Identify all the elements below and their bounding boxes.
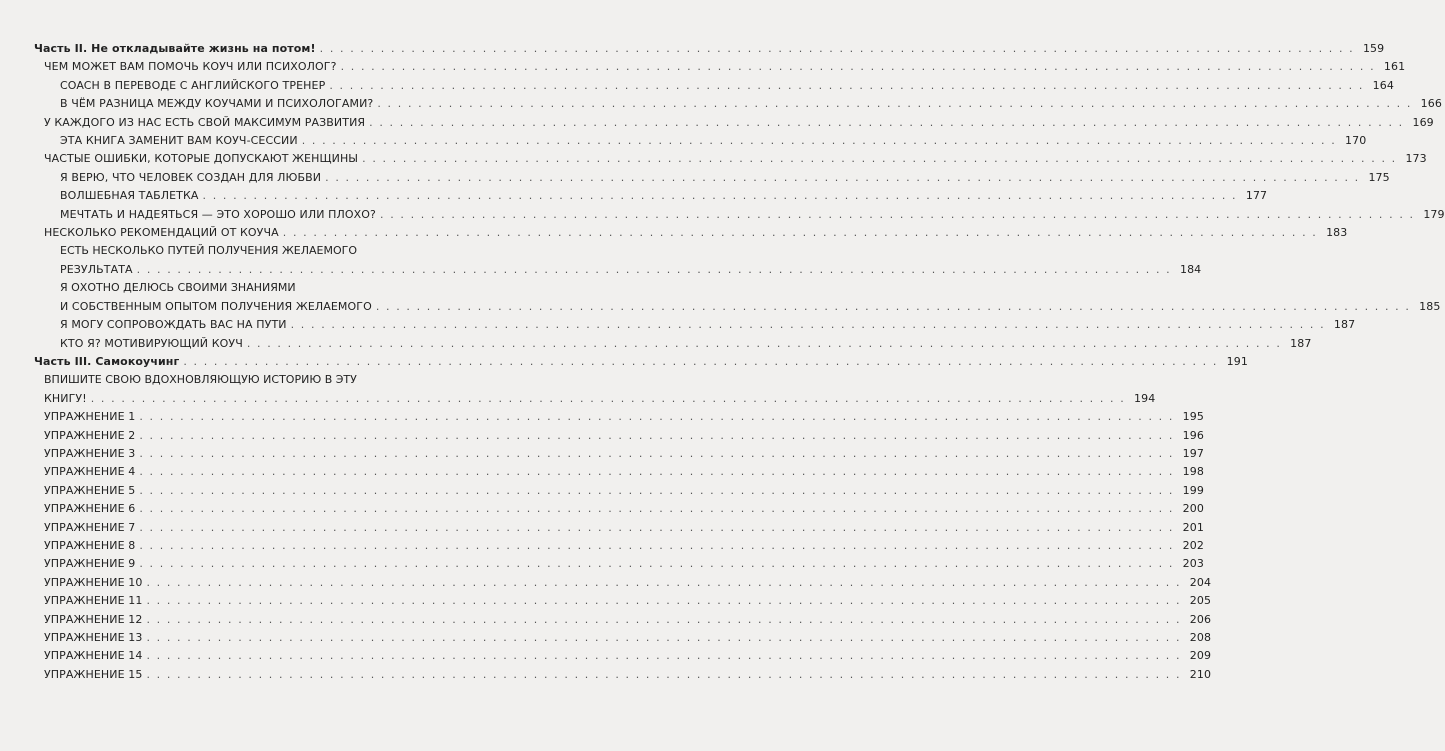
toc-entry[interactable] xyxy=(34,390,1156,408)
toc-entry-title: КТО Я? МОТИВИРУЮЩИЙ КОУЧ xyxy=(60,336,243,350)
toc-dot-leader xyxy=(203,187,1238,205)
toc-page-number: 201 xyxy=(1182,520,1204,534)
toc-entry-title: КНИГУ! xyxy=(44,391,87,405)
toc-part-heading[interactable] xyxy=(34,353,1248,371)
toc-entry[interactable] xyxy=(34,445,1204,463)
toc-entry-title: У КАЖДОГО ИЗ НАС ЕСТЬ СВОЙ МАКСИМУМ РАЗВИТИЯ xyxy=(44,115,366,129)
toc-entry-title: ВОЛШЕБНАЯ ТАБЛЕТКА xyxy=(60,189,199,203)
toc-entry[interactable] xyxy=(34,298,1441,316)
toc-dot-leader xyxy=(137,261,1172,279)
toc-entry-title: НЕСКОЛЬКО РЕКОМЕНДАЦИЙ ОТ КОУЧА xyxy=(44,226,279,240)
toc-entry[interactable] xyxy=(34,427,1204,445)
toc-dot-leader xyxy=(146,647,1181,665)
toc-part-heading[interactable] xyxy=(34,40,1385,58)
toc-page-number: 194 xyxy=(1134,391,1156,405)
toc-dot-leader xyxy=(139,500,1174,518)
toc-entry-title: В ЧЁМ РАЗНИЦА МЕЖДУ КОУЧАМИ И ПСИХОЛОГАМИ? xyxy=(60,97,374,111)
toc-dot-leader xyxy=(362,150,1397,168)
toc-dot-leader xyxy=(329,77,1364,95)
toc-page-number: 206 xyxy=(1189,612,1212,626)
toc-page-number: 166 xyxy=(1420,97,1442,111)
toc-page-number: 185 xyxy=(1419,299,1441,313)
toc-entry-title: УПРАЖНЕНИЕ 7 xyxy=(44,520,136,534)
toc-dot-leader xyxy=(139,463,1174,481)
toc-dot-leader xyxy=(146,574,1181,592)
toc-entry[interactable] xyxy=(34,666,1212,684)
toc-page-number: 187 xyxy=(1290,336,1312,350)
toc-entry-title: УПРАЖНЕНИЕ 4 xyxy=(44,465,136,479)
toc-entry[interactable] xyxy=(34,132,1367,150)
toc-page-number: 198 xyxy=(1182,465,1204,479)
toc-dot-leader xyxy=(283,224,1318,242)
toc-entry[interactable] xyxy=(34,500,1204,518)
toc-entry-title: УПРАЖНЕНИЕ 3 xyxy=(44,446,136,460)
toc-entry[interactable] xyxy=(34,482,1204,500)
toc-dot-leader xyxy=(302,132,1337,150)
toc-entry-title: Часть III. Самокоучинг xyxy=(34,354,180,368)
toc-page-number: 187 xyxy=(1333,318,1356,332)
toc-entry-title: УПРАЖНЕНИЕ 6 xyxy=(44,502,136,516)
toc-entry[interactable] xyxy=(34,629,1212,647)
toc-entry[interactable] xyxy=(34,150,1427,168)
toc-entry-title: УПРАЖНЕНИЕ 11 xyxy=(44,594,143,608)
toc-dot-leader xyxy=(146,611,1181,629)
toc-dot-leader xyxy=(139,427,1174,445)
toc-entry-title: УПРАЖНЕНИЕ 2 xyxy=(44,428,136,442)
toc-dot-leader xyxy=(146,629,1181,647)
toc-entry[interactable] xyxy=(34,261,1202,279)
toc-entry-title: УПРАЖНЕНИЕ 1 xyxy=(44,410,136,424)
toc-entry[interactable] xyxy=(34,77,1394,95)
toc-page-number: 191 xyxy=(1226,354,1248,368)
toc-page-number: 173 xyxy=(1405,152,1427,166)
toc-page-number: 164 xyxy=(1372,78,1394,92)
toc-page-number: 161 xyxy=(1383,60,1406,74)
toc-dot-leader xyxy=(139,537,1174,555)
toc-entry-title: COACH В ПЕРЕВОДЕ С АНГЛИЙСКОГО ТРЕНЕР xyxy=(60,78,326,92)
toc-page-number: 170 xyxy=(1345,134,1367,148)
toc-entry-title: Я МОГУ СОПРОВОЖДАТЬ ВАС НА ПУТИ xyxy=(60,318,287,332)
toc-page-number: 203 xyxy=(1182,557,1204,571)
toc-entry[interactable] xyxy=(34,224,1348,242)
toc-dot-leader xyxy=(139,445,1174,463)
toc-page-number: 175 xyxy=(1368,170,1390,184)
toc-dot-leader xyxy=(341,58,1376,76)
toc-entry-title: Я ВЕРЮ, ЧТО ЧЕЛОВЕК СОЗДАН ДЛЯ ЛЮБВИ xyxy=(60,170,322,184)
toc-entry-title-line: Я ОХОТНО ДЕЛЮСЬ СВОИМИ ЗНАНИЯМИ xyxy=(60,281,296,295)
toc-page-number: 195 xyxy=(1182,410,1204,424)
toc-entry[interactable] xyxy=(34,555,1204,573)
toc-dot-leader xyxy=(320,40,1355,58)
toc-page-number: 209 xyxy=(1189,649,1212,663)
toc-entry[interactable] xyxy=(34,574,1212,592)
toc-entry[interactable] xyxy=(34,169,1390,187)
toc-dot-leader xyxy=(139,519,1174,537)
toc-entry-title: МЕЧТАТЬ И НАДЕЯТЬСЯ — ЭТО ХОРОШО ИЛИ ПЛОХО? xyxy=(60,207,376,221)
toc-page-number: 177 xyxy=(1245,189,1268,203)
table-of-contents xyxy=(34,40,1445,684)
toc-page-number: 159 xyxy=(1362,42,1385,55)
toc-dot-leader xyxy=(380,206,1415,224)
toc-page-number: 169 xyxy=(1412,115,1434,129)
toc-entry-title: УПРАЖНЕНИЕ 5 xyxy=(44,483,136,497)
toc-entry[interactable] xyxy=(34,408,1204,426)
toc-page-number: 197 xyxy=(1182,446,1204,460)
toc-entry-title: УПРАЖНЕНИЕ 10 xyxy=(44,575,143,589)
toc-entry[interactable] xyxy=(34,335,1312,353)
toc-entry[interactable] xyxy=(34,611,1212,629)
toc-dot-leader xyxy=(146,666,1181,684)
toc-entry-title: ЧАСТЫЕ ОШИБКИ, КОТОРЫЕ ДОПУСКАЮТ ЖЕНЩИНЫ xyxy=(44,152,359,166)
toc-entry[interactable] xyxy=(34,519,1204,537)
toc-entry[interactable] xyxy=(34,316,1356,334)
toc-entry-title: УПРАЖНЕНИЕ 8 xyxy=(44,538,136,552)
toc-dot-leader xyxy=(146,592,1181,610)
toc-entry[interactable] xyxy=(34,58,1406,76)
toc-entry[interactable] xyxy=(34,463,1204,481)
toc-dot-leader xyxy=(291,316,1326,334)
toc-dot-leader xyxy=(247,335,1282,353)
toc-entry-title-line: ВПИШИТЕ СВОЮ ВДОХНОВЛЯЮЩУЮ ИСТОРИЮ В ЭТУ xyxy=(44,373,357,387)
toc-dot-leader xyxy=(369,114,1404,132)
toc-dot-leader xyxy=(376,298,1411,316)
toc-entry-title: УПРАЖНЕНИЕ 12 xyxy=(44,612,143,626)
toc-page-number: 202 xyxy=(1182,538,1204,552)
toc-entry-title: УПРАЖНЕНИЕ 15 xyxy=(44,667,143,681)
toc-page-number: 196 xyxy=(1182,428,1204,442)
toc-entry[interactable] xyxy=(34,647,1212,665)
toc-entry-title: УПРАЖНЕНИЕ 13 xyxy=(44,631,143,644)
toc-page-number: 208 xyxy=(1189,631,1212,644)
toc-entry-title: УПРАЖНЕНИЕ 9 xyxy=(44,557,136,571)
toc-entry-title: Часть II. Не откладывайте жизнь на потом! xyxy=(34,42,316,55)
toc-dot-leader xyxy=(139,482,1174,500)
toc-dot-leader xyxy=(183,353,1218,371)
toc-page-number: 199 xyxy=(1182,483,1204,497)
toc-entry[interactable] xyxy=(34,537,1204,555)
toc-dot-leader xyxy=(91,390,1126,408)
toc-page-number: 210 xyxy=(1189,667,1212,681)
toc-entry-title: РЕЗУЛЬТАТА xyxy=(60,262,133,276)
toc-entry-title: ЧЕМ МОЖЕТ ВАМ ПОМОЧЬ КОУЧ ИЛИ ПСИХОЛОГ? xyxy=(44,60,337,74)
toc-entry-title: И СОБСТВЕННЫМ ОПЫТОМ ПОЛУЧЕНИЯ ЖЕЛАЕМОГО xyxy=(60,299,372,313)
toc-entry[interactable] xyxy=(34,95,1442,113)
toc-entry[interactable] xyxy=(34,187,1268,205)
toc-entry-title: ЭТА КНИГА ЗАМЕНИТ ВАМ КОУЧ-СЕССИИ xyxy=(60,134,298,148)
toc-page-number: 183 xyxy=(1326,226,1348,240)
toc-entry[interactable] xyxy=(34,592,1212,610)
toc-entry-title-line: ЕСТЬ НЕСКОЛЬКО ПУТЕЙ ПОЛУЧЕНИЯ ЖЕЛАЕМОГО xyxy=(60,244,358,258)
toc-entry-title: УПРАЖНЕНИЕ 14 xyxy=(44,649,143,663)
toc-page-number: 205 xyxy=(1189,594,1212,608)
toc-page-number: 204 xyxy=(1189,575,1212,589)
toc-dot-leader xyxy=(325,169,1360,187)
toc-entry[interactable] xyxy=(34,114,1434,132)
toc-dot-leader xyxy=(139,408,1174,426)
toc-page-number: 179 xyxy=(1423,207,1445,221)
toc-page-number: 200 xyxy=(1182,502,1204,516)
toc-page-number: 184 xyxy=(1179,262,1202,276)
toc-entry[interactable] xyxy=(34,206,1445,224)
toc-dot-leader xyxy=(139,555,1174,573)
toc-dot-leader xyxy=(377,95,1412,113)
